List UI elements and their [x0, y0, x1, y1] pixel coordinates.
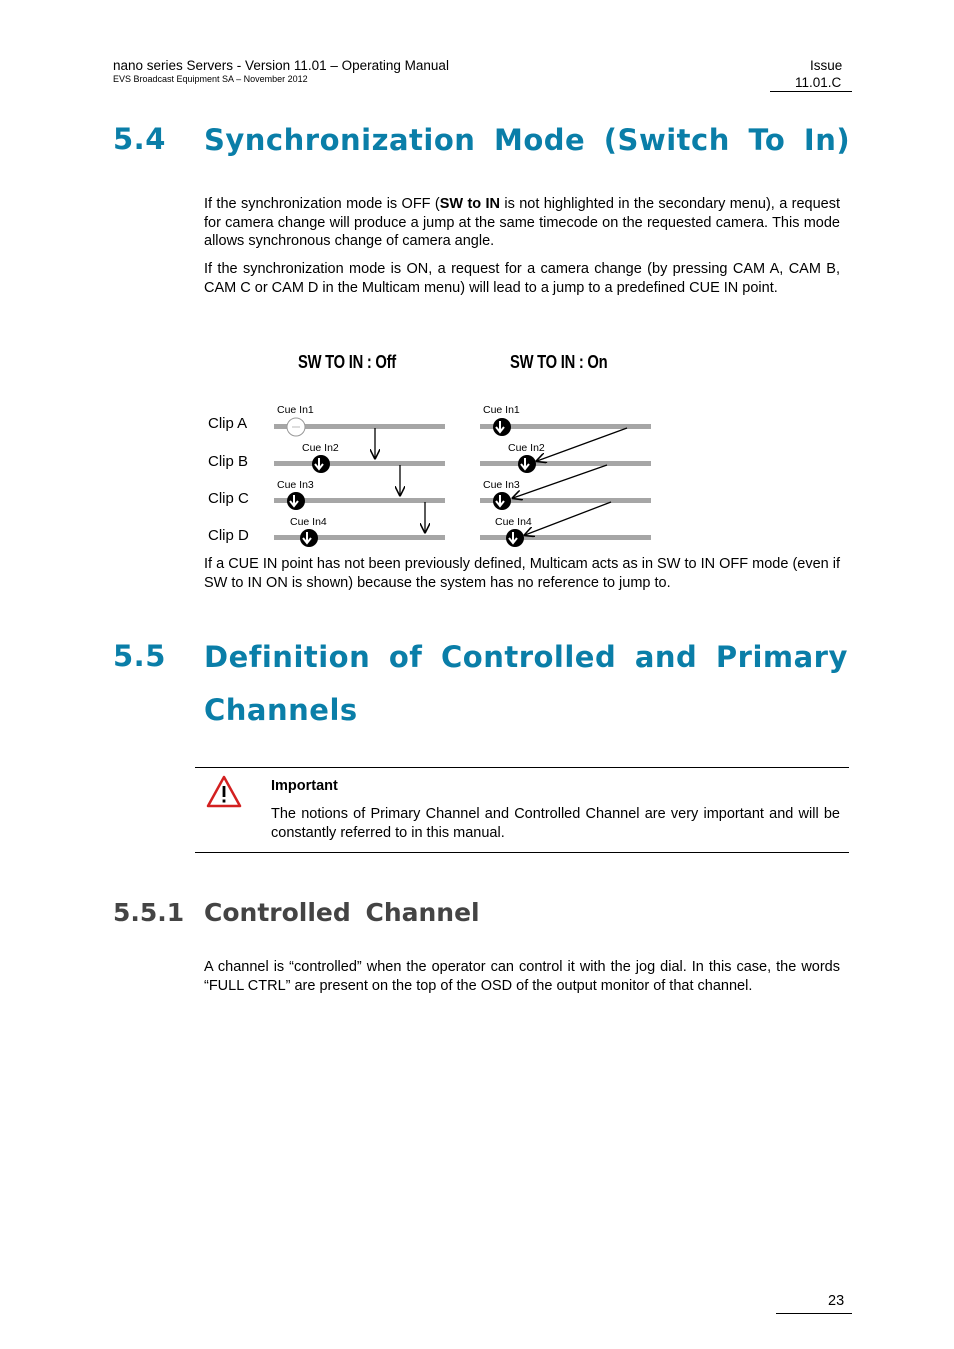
section-5-4-paragraph-1	[204, 195, 840, 251]
clip-c-label: Clip C	[208, 490, 249, 507]
clip-a-label: Clip A	[208, 415, 248, 432]
on-cue-marker-3-icon	[493, 492, 511, 510]
clip-b-label: Clip B	[208, 453, 249, 470]
section-5-4-paragraph-3: If a CUE IN point has not been previously defined, Multicam acts as in SW to IN OFF mode (even if SW to IN ON is shown) because the system has no reference to jump to.	[204, 556, 840, 591]
off-cue-label-4: Cue In4	[290, 516, 327, 528]
important-text: The notions of Primary Channel and Controlled Channel are very important and will be constantly referred to in this manual.	[271, 806, 840, 841]
footer-rule	[776, 1313, 852, 1314]
on-arrow-c-to-d	[525, 502, 611, 535]
on-cue-label-2: Cue In2	[508, 442, 545, 454]
header-title: nano series Servers - Version 11.01 – Operating Manual	[113, 58, 449, 73]
important-top-rule	[195, 767, 849, 768]
section-5-4-number: 5.4	[113, 122, 166, 156]
off-cue-marker-2-icon	[312, 455, 330, 473]
page-number: 23	[828, 1293, 845, 1309]
important-heading: Important	[271, 778, 338, 794]
on-cue-marker-1-icon	[493, 418, 511, 436]
off-cue-label-2: Cue In2	[302, 442, 339, 454]
p1-bold: SW to IN	[439, 196, 501, 212]
header-rule	[770, 91, 852, 92]
off-cue-marker-3-icon	[287, 492, 305, 510]
p1-after: is not highlighted in the secondary menu), a request for camera change will produce a jump at the same timecode on the requested camera. This mode allows synchronous change of camera angle.	[204, 196, 840, 249]
clip-d-label: Clip D	[208, 527, 249, 544]
diagram-graphics	[195, 340, 665, 555]
section-5-5-1-title: Controlled Channel	[204, 898, 480, 927]
warning-triangle-icon	[206, 775, 242, 808]
on-cue-label-4: Cue In4	[495, 516, 532, 528]
important-bottom-rule	[195, 852, 849, 853]
diagram-off-title: SW TO IN : Off	[298, 352, 396, 372]
section-5-5-title-line1: Definition of Controlled and Primary	[204, 640, 848, 674]
off-cue-marker-1-empty-icon	[287, 418, 305, 436]
diagram-on-title: SW TO IN : On	[510, 352, 608, 372]
section-5-5-number: 5.5	[113, 639, 166, 673]
section-5-5-1-paragraph-1: A channel is “controlled” when the operator can control it with the jog dial. In this case, the words “FULL CTRL” are present on the top of the OSD of the output monitor of that channel.	[204, 959, 840, 994]
sync-mode-diagram	[195, 340, 665, 555]
section-5-4-title: Synchronization Mode (Switch To In)	[204, 123, 851, 157]
on-cue-label-3: Cue In3	[483, 479, 520, 491]
header-subtitle: EVS Broadcast Equipment SA – November 2012	[113, 74, 308, 84]
issue-label: Issue	[810, 58, 843, 73]
section-5-4-paragraph-2: If the synchronization mode is ON, a request for a camera change (by pressing CAM A, CAM B, CAM C or CAM D in the Multicam menu) will lead to a jump to a predefined CUE IN point.	[204, 261, 840, 296]
off-cue-label-3: Cue In3	[277, 479, 314, 491]
on-cue-marker-4-icon	[506, 529, 524, 547]
issue-value: 11.01.C	[795, 75, 842, 90]
off-cue-label-1: Cue In1	[277, 404, 314, 416]
section-5-5-title-line2: Channels	[204, 693, 358, 727]
on-arrow-a-to-b	[537, 428, 627, 461]
off-cue-marker-4-icon	[300, 529, 318, 547]
section-5-5-1-number: 5.5.1	[113, 898, 185, 927]
on-cue-marker-2-icon	[518, 455, 536, 473]
on-cue-label-1: Cue In1	[483, 404, 520, 416]
p1-before: If the synchronization mode is OFF (	[204, 196, 440, 212]
